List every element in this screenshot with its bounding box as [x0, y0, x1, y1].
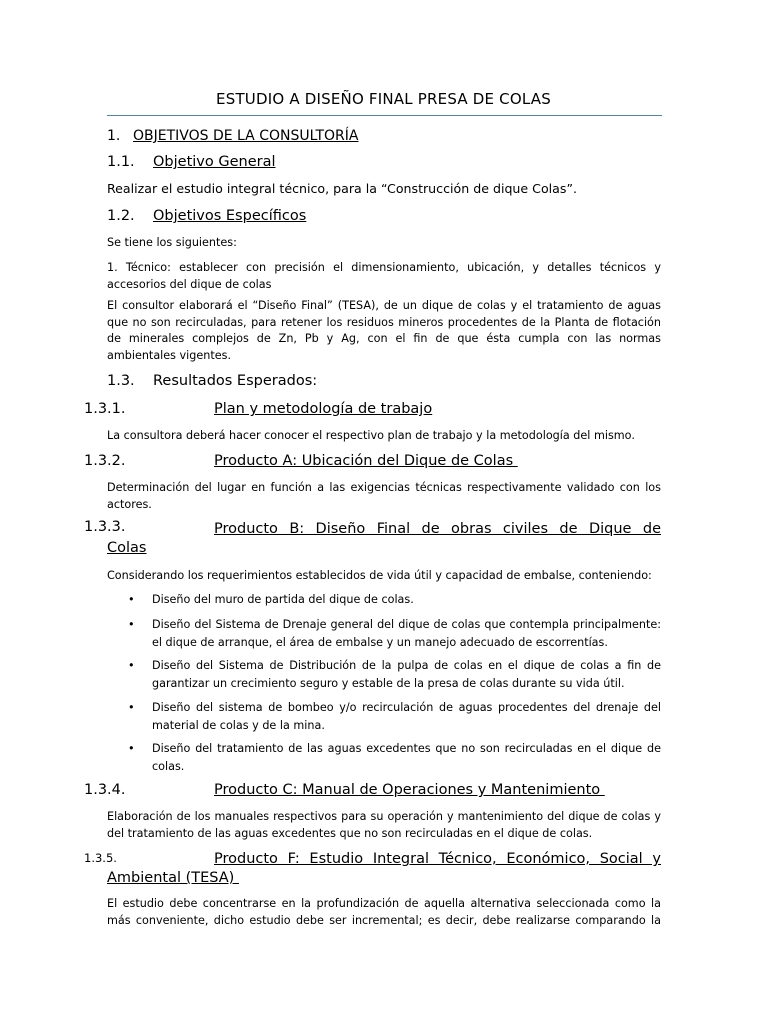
paragraph-producto-b: Considerando los requerimientos establecidos de vida útil y capacidad de embalse, conteniendo:	[107, 569, 652, 582]
heading-1-3-5-line1: Producto F: Estudio Integral Técnico, Económico, Social y	[214, 851, 661, 867]
heading-1-1-number: 1.1.	[107, 154, 135, 170]
paragraph-producto-f	[107, 896, 661, 929]
heading-1-3-2-text: Producto A: Ubicación del Dique de Colas	[214, 453, 518, 469]
text-line: colas.	[152, 760, 185, 773]
heading-1-3-number: 1.3.	[107, 373, 135, 389]
heading-1-3-3-line2: Colas	[107, 540, 147, 556]
text-line: que no son recirculadas, para retener los residuos mineros procedentes de la Planta de flotación	[107, 315, 661, 329]
text-line: Diseño del muro de partida del dique de colas.	[152, 593, 414, 606]
text-line: garantizar un crecimiento seguro y estable de la presa de colas durante su vida útil.	[152, 677, 625, 690]
text-line: ambientales vigentes.	[107, 348, 232, 362]
heading-1-number: 1.	[107, 128, 121, 144]
paragraph-tecnico	[107, 260, 661, 293]
heading-1-1-text: Objetivo General	[153, 154, 276, 170]
text-line: Diseño del Sistema de Drenaje general del dique de colas que contempla principalmente:	[152, 618, 661, 631]
bullet-icon: •	[128, 618, 135, 631]
paragraph-objetivo-general: Realizar el estudio integral técnico, para la “Construcción de dique Colas”.	[107, 181, 577, 196]
heading-1-3-2-number: 1.3.2.	[84, 453, 126, 469]
heading-1-3-5-line1-wrap	[214, 849, 661, 870]
bullet-icon: •	[128, 701, 135, 714]
heading-1-3-3-line1: Producto B: Diseño Final de obras civiles de Dique de	[214, 521, 661, 537]
bullet-icon: •	[128, 593, 135, 606]
text-line: Diseño del Sistema de Distribución de la pulpa de colas en el dique de colas a fin de	[152, 659, 661, 672]
heading-1-3-5-line2: Ambiental (TESA)	[107, 870, 239, 886]
text-line: Elaboración de los manuales respectivos para su operación y mantenimiento del dique de colas y	[107, 810, 661, 823]
heading-1-3-text: Resultados Esperados:	[153, 373, 318, 389]
heading-1-text: OBJETIVOS DE LA CONSULTORÍA	[133, 128, 359, 144]
paragraph-plan: La consultora deberá hacer conocer el respectivo plan de trabajo y la metodología del mismo.	[107, 429, 635, 442]
title-underline	[107, 115, 662, 116]
heading-1-3-4-text: Producto C: Manual de Operaciones y Mantenimiento	[214, 782, 605, 798]
text-line: Diseño del tratamiento de las aguas excedentes que no son recirculadas en el dique de	[152, 742, 661, 755]
text-line: El consultor elaborará el “Diseño Final” (TESA), de un dique de colas y el tratamiento de aguas	[107, 299, 661, 312]
document-title: ESTUDIO A DISEÑO FINAL PRESA DE COLAS	[216, 90, 551, 108]
text-line: material de colas y de la mina.	[152, 719, 325, 732]
text-line: el dique de arranque, el área de embalse y un manejo adecuado de escorrentías.	[152, 636, 608, 649]
text-line: Determinación del lugar en función a las exigencias técnicas respectivamente validado con los	[107, 481, 661, 494]
text-line: actores.	[107, 497, 152, 511]
text-line: más conveniente, dicho estudio debe ser incremental; es decir, debe realizarse comparando la	[107, 913, 661, 927]
text-line: 1. Técnico: establecer con precisión el dimensionamiento, ubicación, y detalles técnicos y	[107, 261, 661, 274]
text-line: Diseño del sistema de bombeo y/o recirculación de aguas procedentes del drenaje del	[152, 701, 661, 714]
paragraph-consultor	[107, 298, 661, 364]
paragraph-producto-a	[107, 480, 661, 513]
heading-1-3-1-number: 1.3.1.	[84, 401, 126, 417]
bullet-icon: •	[128, 659, 135, 672]
paragraph-se-tiene: Se tiene los siguientes:	[107, 236, 237, 249]
text-line: El estudio debe concentrarse en la profundización de aquella alternativa seleccionada como la	[107, 897, 661, 910]
heading-1-3-5-number: 1.3.5.	[84, 851, 117, 865]
heading-1-3-1-text: Plan y metodología de trabajo	[214, 401, 433, 417]
heading-1-2-number: 1.2.	[107, 208, 135, 224]
heading-1-3-4-number: 1.3.4.	[84, 782, 126, 798]
text-line: accesorios del dique de colas	[107, 277, 272, 291]
bullet-icon: •	[128, 742, 135, 755]
text-line: del tratamiento de las aguas excedentes que no son recirculadas en el dique de colas.	[107, 826, 593, 840]
text-line: de minerales complejos de Zn, Pb y Ag, con el fin de que ésta cumpla con las normas	[107, 332, 661, 345]
heading-1-3-3-line1-wrap	[214, 519, 661, 540]
heading-1-3-3-number: 1.3.3.	[84, 519, 126, 535]
paragraph-producto-c	[107, 809, 661, 842]
heading-1-2-text: Objetivos Específicos	[153, 208, 307, 224]
